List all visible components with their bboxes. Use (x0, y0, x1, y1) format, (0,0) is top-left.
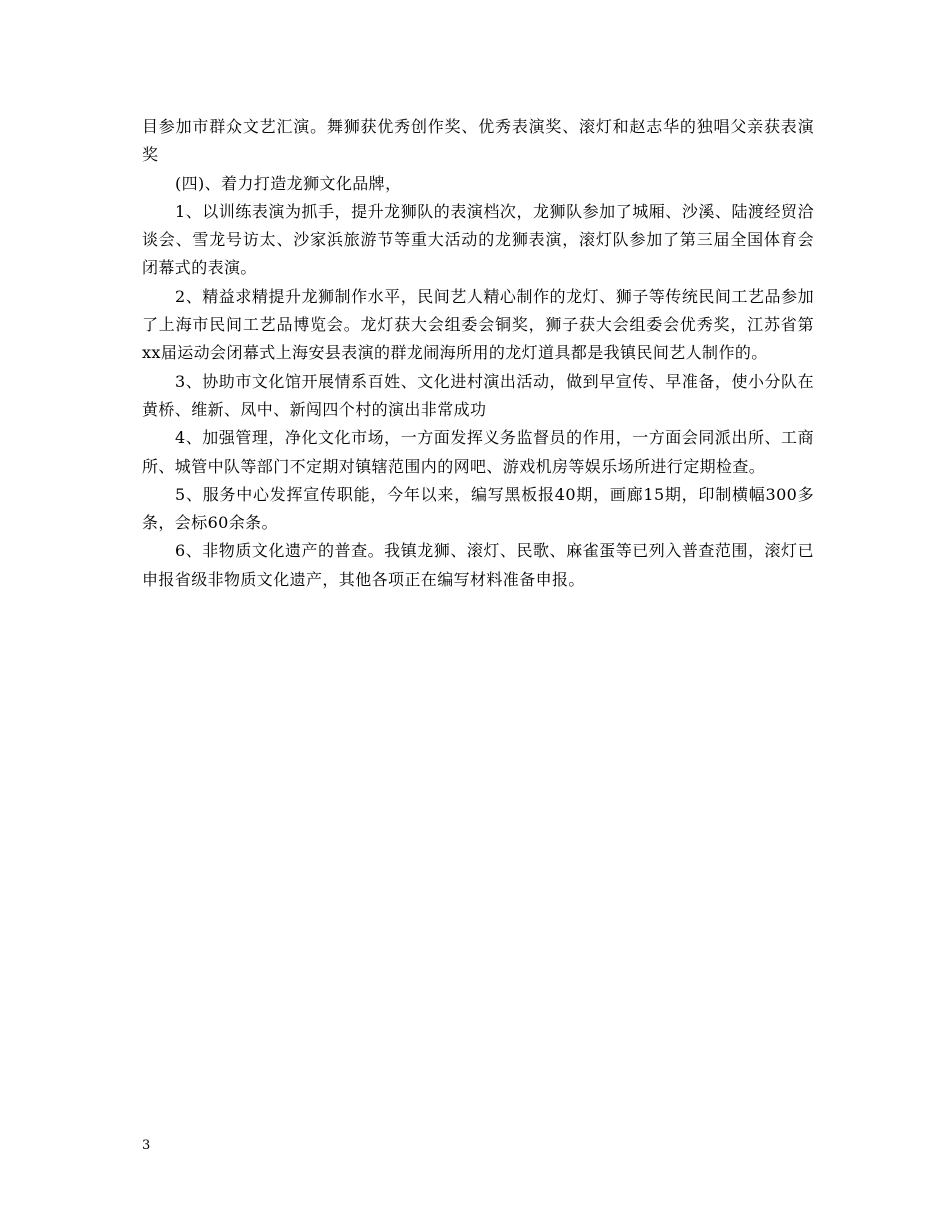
paragraph-continuation: 目参加市群众文艺汇演。舞狮获优秀创作奖、优秀表演奖、滚灯和赵志华的独唱父亲获表演奖 (142, 117, 814, 165)
paragraph-item-4: 4、加强管理，净化文化市场，一方面发挥义务监督员的作用，一方面会同派出所、工商所、城管中队等部门不定期对镇辖范围内的网吧、游戏机房等娱乐场所进行定期检查。 (142, 428, 814, 476)
page-number: 3 (142, 1138, 151, 1153)
paragraph-item-2: 2、精益求精提升龙狮制作水平，民间艺人精心制作的龙灯、狮子等传统民间工艺品参加了上海市民间工艺品博览会。龙灯获大会组委会铜奖，狮子获大会组委会优秀奖，江苏省第xx届运动会闭幕式上海安县表演的群龙闹海所用的龙灯道具都是我镇民间艺人制作的。 (142, 286, 814, 363)
paragraph-item-3: 3、协助市文化馆开展情系百姓、文化进村演出活动，做到早宣传、早准备，使小分队在黄桥、维新、凤中、新闯四个村的演出非常成功 (142, 371, 814, 419)
paragraph-item-5: 5、服务中心发挥宣传职能，今年以来，编写黑板报40期，画廊15期，印制横幅300多条，会标60余条。 (142, 484, 814, 533)
paragraph-item-1: 1、以训练表演为抓手，提升龙狮队的表演档次，龙狮队参加了城厢、沙溪、陆渡经贸洽谈会、雪龙号访太、沙家浜旅游节等重大活动的龙狮表演，滚灯队参加了第三届全国体育会闭幕式的表演。 (142, 201, 814, 278)
paragraph-item-6: 6、非物质文化遗产的普查。我镇龙狮、滚灯、民歌、麻雀蛋等已列入普查范围，滚灯已申报省级非物质文化遗产，其他各项正在编写材料准备申报。 (142, 541, 814, 589)
section-heading-four: (四)、着力打造龙狮文化品牌， (175, 173, 402, 193)
document-body (142, 113, 814, 594)
